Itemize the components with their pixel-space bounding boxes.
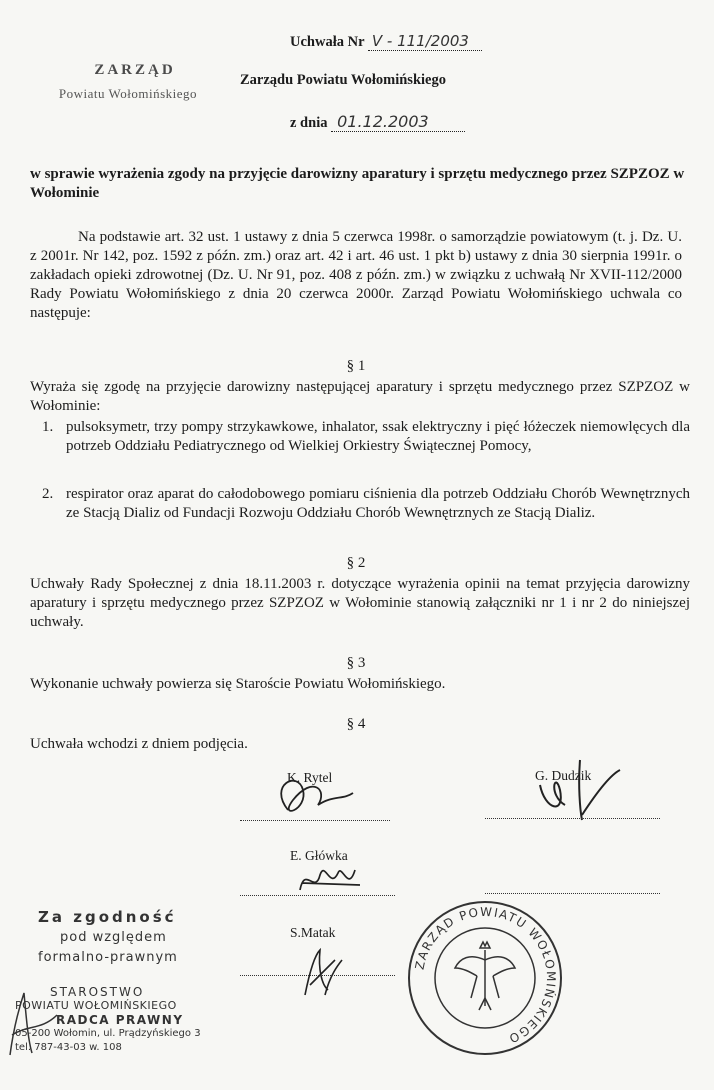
board-name: Zarządu Powiatu Wołomińskiego: [240, 72, 446, 88]
signature-line-matak: [240, 975, 395, 976]
signature-line-rytel: [240, 820, 390, 821]
section-1-heading: § 1: [346, 358, 366, 374]
section-2-heading: § 2: [346, 555, 366, 571]
signature-line-dudzik: [485, 818, 660, 819]
eagle-emblem-icon: [455, 942, 515, 1010]
office-stamp-line4: 05-200 Wołomin, ul. Prądzyńskiego 3: [15, 1028, 201, 1039]
handwritten-signature-matak: [290, 940, 350, 1005]
list-item-number: 1.: [42, 419, 54, 435]
board-stamp-subtitle: Powiatu Wołomińskiego: [58, 86, 198, 101]
resolution-heading: [290, 32, 482, 51]
list-item: respirator oraz aparat do całodobowego pomiaru ciśnienia dla potrzeb Oddziału Chorób Wewnętrznych ze Stacją Dializ od Fundacji Rozwoju Oddziału Chorób Wewnętrznych ze Stacją Dializ.: [66, 486, 690, 521]
handwritten-signature-glowka: [290, 855, 370, 900]
conformity-stamp-line1: Za zgodność: [38, 908, 177, 926]
signature-name-dudzik: G. Dudzik: [535, 768, 592, 783]
section-2-text: Uchwały Rady Społecznej z dnia 18.11.2003 r. dotyczące wyrażenia opinii na temat przyjęcia darowizny aparatury i sprzętu medycznego przez SZPZOZ w Wołominie stanowią załączniki nr 1 i nr 2 do niniejszej uchwały.: [30, 576, 690, 630]
date-label: z dnia: [290, 115, 328, 131]
resolution-label: Uchwała Nr: [290, 34, 365, 50]
date-line: [290, 112, 465, 132]
signature-name-glowka: E. Główka: [290, 848, 348, 863]
list-item-number: 2.: [42, 486, 54, 502]
signature-name-matak: S.Matak: [290, 925, 336, 940]
section-4-heading: § 4: [346, 716, 366, 732]
signature-line-empty: [485, 893, 660, 894]
office-stamp-line2: POWIATU WOŁOMIŃSKIEGO: [15, 999, 177, 1012]
section-3-text: Wykonanie uchwały powierza się Staroście Powiatu Wołomińskiego.: [30, 676, 446, 692]
subject: w sprawie wyrażenia zgody na przyjęcie darowizny aparatury i sprzętu medycznego przez SZPZOZ w Wołominie: [30, 166, 685, 201]
conformity-stamp-line3: formalno-prawnym: [38, 950, 178, 965]
resolution-number: V - 111/2003: [368, 32, 482, 51]
round-seal: [405, 898, 565, 1058]
board-stamp-title: ZARZĄD: [94, 62, 176, 78]
date-value: 01.12.2003: [331, 112, 465, 132]
section-3-heading: § 3: [346, 655, 366, 671]
handwritten-signature-rytel: [258, 765, 368, 825]
preamble: Na podstawie art. 32 ust. 1 ustawy z dnia 5 czerwca 1998r. o samorządzie powiatowym (t. j. Dz. U. z 2001r. Nr 142, poz. 1592 z późn. zm.) oraz art. 42 i art. 46 ust. 1 pkt b) ustawy z dnia 30 sierpnia 1991r. o zakładach opieki zdrowotnej (Dz. U. Nr 91, poz. 408 z późn. zm.) w związku z uchwałą Nr XVII-112/2000 Rady Powiatu Wołomińskiego z dnia 20 czerwca 2000r. Zarząd Powiatu Wołomińskiego uchwala co następuje:: [30, 229, 682, 321]
seal-text: ZARZĄD POWIATU WOŁOMIŃSKIEGO: [412, 904, 559, 1047]
signature-line-glowka: [240, 895, 395, 896]
signature-name-rytel: K. Rytel: [287, 770, 333, 785]
office-stamp-line5: tel. 787-43-03 w. 108: [15, 1042, 122, 1053]
section-4-text: Uchwała wchodzi z dniem podjęcia.: [30, 736, 248, 752]
list-item: pulsoksymetr, trzy pompy strzykawkowe, inhalator, ssak elektryczny i pięć łóżeczek niemowlęcych dla potrzeb Oddziału Pediatrycznego od Wielkiej Orkiestry Świątecznej Pomocy,: [66, 419, 690, 454]
office-stamp-line3: RADCA PRAWNY: [56, 1013, 184, 1027]
handwritten-initials-stamp: [2, 985, 72, 1060]
conformity-stamp-line2: pod względem: [60, 930, 167, 945]
section-1-intro: Wyraża się zgodę na przyjęcie darowizny następującej aparatury i sprzętu medycznego przez SZPZOZ w Wołominie:: [30, 379, 690, 414]
office-stamp-line1: STAROSTWO: [50, 985, 145, 999]
handwritten-signature-dudzik: [520, 755, 640, 825]
